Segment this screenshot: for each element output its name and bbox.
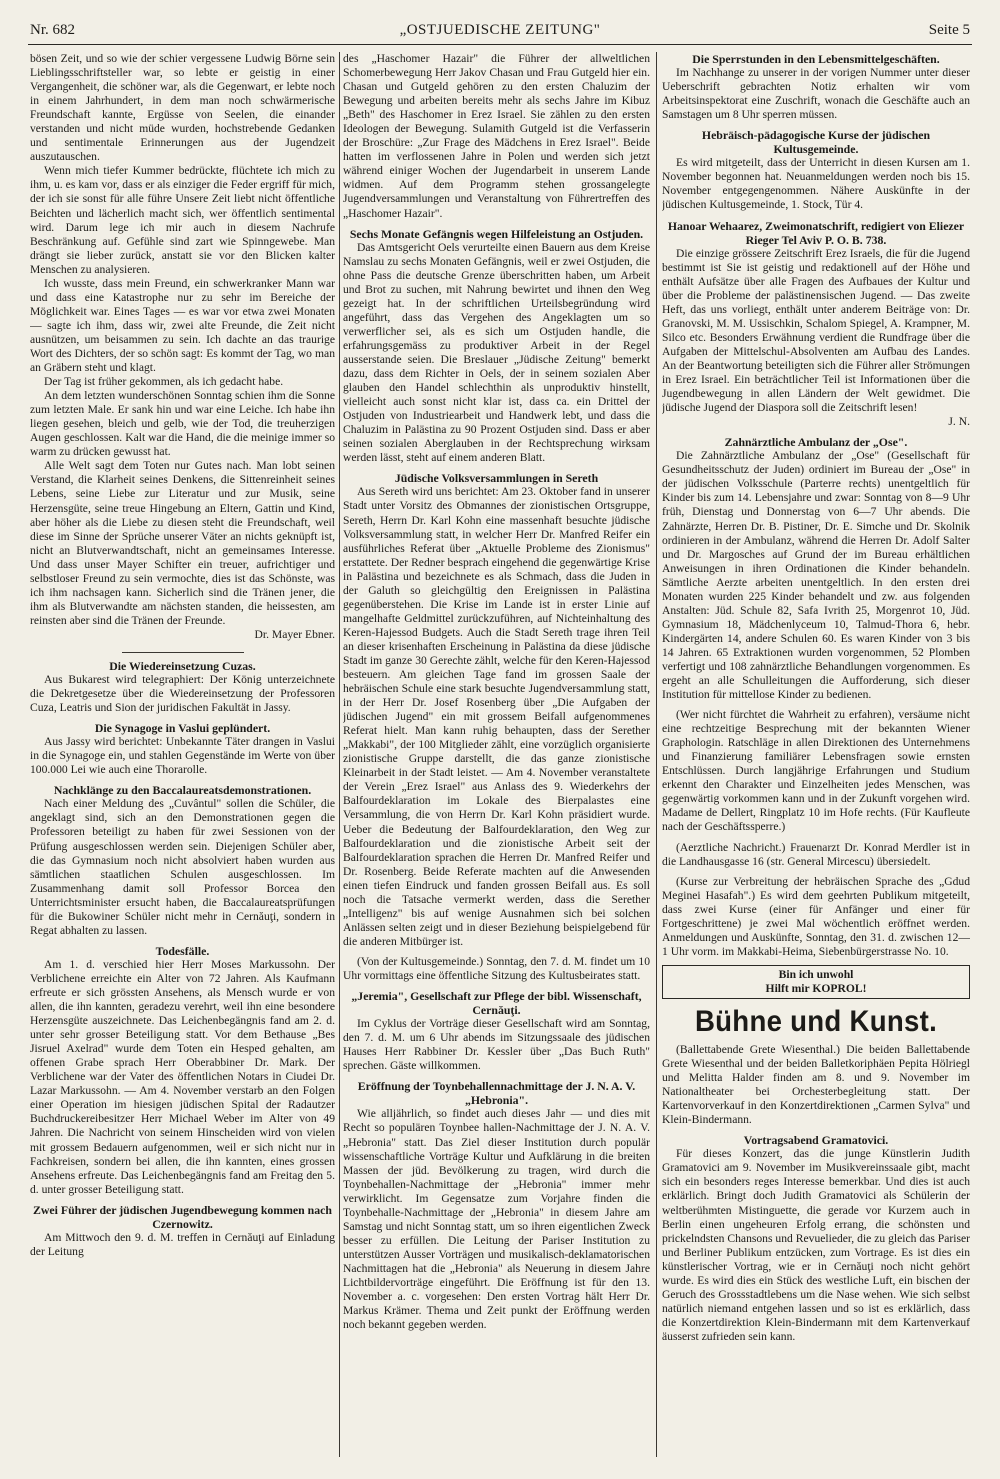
article-headline: Vortragsabend Gramatovici.: [743, 1133, 889, 1148]
article-headline: Eröffnung der Toynbehallennachmittage der J. N. A. V. „Hebronia".: [357, 1079, 636, 1108]
advertisement-line: Hilft mir KOPROL!: [765, 981, 867, 995]
column-divider: [656, 52, 657, 1457]
newspaper-title: „OSTJUEDISCHE ZEITUNG": [399, 22, 601, 38]
column-1: [30, 52, 335, 1472]
page-label: Seite 5: [928, 22, 970, 38]
article-body: Die einzige grössere Zeitschrift Erez Israels, die für die Jugend bestimmt ist Sie ist geistig und redaktionell auf der Höhe und enthält Aufsätze über alle Fragen des Aufbaues der Kultur und über die Probleme der palästinensischen Jugend. — Das zweite Heft, das uns vorliegt, enthält unter anderem Beiträge von: Dr. Granovski, M. M. Ussischkin, Schalom Spiegel, A. Krampner, M. Silco etc. Besonders Erwähnung verdient die Rundfrage über die Aufgaben der Mittelschul-Absolventen am Aufbau des Landes. An der Beantwortung beteiligten sich die Führer aller Strömungen in Erez Israel. Ein beträchtlicher Teil ist Informationen über die Jugendbewegung in allen Ländern der Welt gewidmet. Die jüdische Jugend der Diaspora soll die Zeitschrift lesen!: [662, 246, 970, 415]
obituary-paragraph: Wenn mich tiefer Kummer bedrückte, flüchtete ich mich zu ihm, u. es kam vor, dass er als einziger die Feder ergriff für mich, der ich sie sonst für alle führe Unsere Zeit liebt nicht öffentliche Beichten und lächerlich macht sich, wer öffentlich sentimental wird. Darum lege ich mir auch in diesem Nachrufe Beschränkung auf. Gefühle sind zart wie Spinngewebe. Man drängt sie lieber zurück, anstatt sie vor den Blicken kalter Menschen zu analysieren.: [30, 164, 335, 276]
koprol-advertisement: [662, 965, 970, 999]
obituary-paragraph: Alle Welt sagt dem Toten nur Gutes nach. Man lobt seinen Verstand, die Klarheit seines Denkens, die Sittenreinheit seines Lebens, seine Liebe zur Literatur und zur Musik, seine Herzensgüte, seine treue Hingebung an Eltern, Gattin und Kind, aber höher als die Liebe zu diesen steht die Freundschaft, weil diese im Sinne der Sprüche unserer Väter an nichts geknüpft ist, nicht an Blutverwandtschaft, nicht an gemeinsames Interesse. Und dass unser Mayer Schifter ein treuer, aufrichtiger und selbstloser Freund zu sein vermochte, dies ist das Schönste, was ich ihm nachsagen kann. Sicherlich sind die Tränen jener, die ihm als Blutverwandte am nächsten standen, die heissesten, am reinsten aber sind die Tränen der Freunde.: [30, 459, 335, 627]
article-body: (Kurse zur Verbreitung der hebräischen Sprache des „Gdud Meginei Hasafah".) Es wird dem geehrten Publikum mitgeteilt, dass zwei Kurse (einer für Anfänger und einer für Fortgeschrittene) je zwei Mal wöchentlich eröffnet werden. Anmeldungen und Auskünfte, Sonntag, den 31. d. zwischen 12—1 Uhr vorm. im Makkabi-Heima, Siebenbürgerstrasse No. 10.: [662, 874, 970, 958]
article-body: (Ballettabende Grete Wiesenthal.) Die beiden Ballettabende Grete Wiesenthal und der beiden Balletkoriphäen Pepita Hölriegl und Melitta Halder finden am 8. und 9. November im Nationaltheater bei Orchesterbegleitung statt. Der Kartenvorverkauf in den Konzertdirektionen „Carmen Sylva" und Klein-Bindermann.: [662, 1043, 970, 1127]
article-headline: Nachklänge zu den Baccalaureatsdemonstrationen.: [53, 783, 312, 798]
article-headline: Zahnärztliche Ambulanz der „Ose".: [724, 435, 908, 450]
article-body: Am 1. d. verschied hier Herr Moses Markussohn. Der Verblichene erreichte ein Alter von 72 Jahren. Als Kaufmann erfreute er sich grössten Ansehens, als Mensch wurde er von allen, die ihn kannten, geradezu verehrt, weil ihn eine besondere Herzensgüte auszeichnete. Das Leichenbegängnis fand am 2. d. unter sehr grosser Beteiligung statt. Vor dem Bethause „Bes Jisruel Axelrad" wurde dem Toten ein Hesped gehalten, am offenen Grabe sprach Herr Oberabbiner Dr. Mark. Der Verblichene war der Vater des öffentlichen Notars in Ciudei Dr. Lazar Markussohn. — Am 4. November verstarb an den Folgen einer Operation im hiesigen jüdischen Spital der Radautzer Buchdruckereibesitzer Herr Michael Weber im Alter von 49 Jahren. Die Nachricht von seinem Hinscheiden wird von vielen mit grossem Bedauern aufgenommen, weil er sich nicht nur in Fachkreisen, sondern bei allen, die ihn kannten, eines grossen Ansehens erfreute. Das Leichenbegängnis fand am Freitag den 5. d. unter grosser Beteiligung statt.: [30, 957, 335, 1196]
article-body: des „Haschomer Hazair" die Führer der allweltlichen Schomerbewegung Herr Jakov Chasan und Frau Gutgeld hier ein. Chasan und Gutgeld gehören zu den ersten Chaluzim der Bewegung und arbeiten bereits mehr als sechs Jahre im Kibuz „Beth" des Haschomer in Erez Israel. Sie zählen zu den ersten Ideologen der Bewegung. Sulamith Gutgeld ist die Verfasserin der Broschüre: „Zur Frage des Mädchens in Erez Israel". Beide hatten im verflossenen Jahre in Polen und werden sich jetzt während einiger Wochen der Jugendarbeit in unserem Lande widmen. Auf dem Programm stehen grossangelegte Jugendversammlungen und Veranstaltung von Führertreffen des „Haschomer Hazair".: [343, 52, 650, 220]
article-body: Aus Sereth wird uns berichtet: Am 23. Oktober fand in unserer Stadt unter Vorsitz des Obmannes der zionistischen Ortsgruppe, Sereth, Herrn Dr. Karl Kohn eine massenhaft besuchte jüdische Volksversammlung statt, in welcher Herr Dr. Manfred Reifer ein ausführliches Referat über „Aktuelle Probleme des Zionismus" erstattete. Der Redner besprach eingehend die gegenwärtige Krise in Palästina und bezeichnete es als Schmach, dass die Juden in der Galuth so gleichgültig den Ereignissen in Palästina gegenüberstehen. Die Krise im Lande ist in erster Linie auf mangelhafte Geldmittel zurückzuführen, auf Nichteinhaltung des Keren-Hajessod Budgets. Auch die Stadt Sereth trage ihren Teil an dieser krisenhaften Erscheinung in Palästina da diese jüdische Stadt im ganze 30 Gerechte zählt, welche für den Keren-Hajessod besteuern. Am gleichen Tage fand im grossen Saale der hebräischen Schule eine stark besuchte Jugendversammlung statt, in der Herr Dr. Josef Rosenberg über „Die Aufgaben der jüdischen Jugend" ein mit grossem Beifall aufgenommenes Referat hielt. Man kann ruhig behaupten, dass der Serether „Makkabi", der 100 Mitglieder zählt, eine vorzüglich organisierte zionistische Gruppe darstellt, die das ganze zionistische Kleinarbeit in der Stadt leistet. — Am 4. November veranstaltete der Verein „Erez Israel" aus Anlass des 9. Wiederkehrs der Balfourdeklaration im Lokale des Bierpalastes eine Versammlung, die von Herrn Dr. Karl Kohn präsidiert wurde. Ueber die Bedeutung der Balfourdeklaration, den Weg zur Balfourdeklaration und die zionistische Arbeit seit der Balfourdeklaration sprachen die Herren Dr. Manfred Reifer und Dr. Rosenberg. Beide Referate machten auf die Anwesenden einen tiefen Eindruck und fanden grossen Beifall aus. Es soll noch die Tatsache vermerkt werden, dass die Serether „Intelligenz" bis auf wenige Ausnahmen sich bei solchen Anlässen selten zeigt und in dieser Beziehung beispielgebend für die anderen Mitbürger ist.: [343, 485, 650, 948]
article-body: (Aerztliche Nachricht.) Frauenarzt Dr. Konrad Merdler ist in die Landhausgasse 16 (str. General Mircescu) übersiedelt.: [662, 840, 970, 868]
article-headline: Sechs Monate Gefängnis wegen Hilfeleistung an Ostjuden.: [349, 226, 644, 241]
article-headline: Die Sperrstunden in den Lebensmittelgeschäften.: [692, 52, 940, 66]
article-headline: Jüdische Volksversammlungen in Sereth: [394, 471, 599, 486]
article-headline: Hanoar Wehaarez, Zweimonatschrift, redigiert von Eliezer Rieger Tel Aviv P. O. B. 738.: [667, 218, 965, 247]
article-body: Die Zahnärztliche Ambulanz der „Ose" (Gesellschaft für Gesundheitsschutz der Juden) ordiniert im Bureau der „Ose" in der jüdischen Volksschule (Parterre rechts) unentgeltlich für Kinder bis zum 14. Lebensjahre und zwar: Sonntag von 8—9 Uhr früh, Dienstag und Donnerstag von 6—7 Uhr abends. Die Zahnärzte, Herren Dr. B. Pistiner, Dr. E. Simche und Dr. Skolnik ordinieren in der Ambulanz, während die Herren Dr. Adolf Salter und Dr. Margosches auf Grund der im Bureau erhältlichen Anweisungen in ihren Ordinationen die Kinder behandeln. Sämtliche Aerzte arbeiten unentgeltlich. In den ersten drei Monaten wurden 225 Kinder behandelt und zw. aus folgenden Anstalten: Jüd. Schule 82, Safa Ivrith 25, Morgenrot 10, Jüd. Gymnasium 18, Mädchenlyceum 10, Talmud-Thora 6, hebr. Kindergärten 14, andere Schulen 60. Es waren Kinder von 3 bis 14 Jahren. 65 Extraktionen wurden vorgenommen, 52 Plomben verfertigt und 108 zahnärztliche Behandlungen vorgenommen. Es ergeht an alle Schulleitungen die Aufforderung, sich dieser Institution für mittellose Kinder zu bedienen.: [662, 449, 970, 702]
page-header: [30, 22, 970, 44]
article-headline: Zwei Führer der jüdischen Jugendbewegung kommen nach Czernowitz.: [33, 1202, 332, 1231]
article-headline: Die Synagoge in Vaslui geplündert.: [94, 721, 271, 736]
article-headline: Todesfälle.: [155, 943, 210, 958]
article-body: Es wird mitgeteilt, dass der Unterricht in diesen Kursen am 1. November begonnen hat. Neuanmeldungen werden noch bis 15. November entgegengenommen. Nähere Auskünfte in der jüdischen Kultusgemeinde, 1. Stock, Tür 4.: [662, 156, 970, 212]
article-body: Aus Jassy wird berichtet: Unbekannte Täter drangen in Vaslui in die Synagoge ein, und stahlen Gegenstände im Werte von über 100.000 Lei wie auch eine Thorarolle.: [30, 735, 335, 777]
obituary-paragraph: An dem letzten wunderschönen Sonntag schien ihm die Sonne zum letzten Male. Er sank hin und war eine Leiche. Ich habe ihn liegen gesehen, bleich und gelb, wie der Tod, die treuherzigen Augen geschlossen. Kalt war die Hand, die die meinige immer so warm zu drücken gewusst hat.: [30, 389, 335, 459]
article-headline: Die Wiedereinsetzung Cuzas.: [109, 658, 256, 673]
article-body: Für dieses Konzert, das die junge Künstlerin Judith Gramatovici am 9. November im Musikvereinssaale gibt, macht sich ein besonders reges Interesse bemerkbar. Und dies ist auch erklärlich. Bringt doch Judith Gramatovici als Schülerin der weltberühmten Mistinguette, die gerade vor Kurzem auch in Berlin einen ungeheuren Erfolg errang, die schönsten und prickelndsten Chansons und Revuelieder, die zu gleich das Pariser und Berliner Publikum entzücken, zum Vortrage. Es ist dies ein künstlerischer Vortrag, wie er in Cernăuţi noch nicht gehört wurde. Es wird dies ein Stück des westliche Luft, ein bischen der Geruch des Grossstadtlebens um die Nase wehen. Wie sich selbst natürlich niemand entgehen lassen und so ist es erklärlich, dass die Konzertdirektion Klein-Bindermann mit dem Kartenverkauf äusserst zufrieden sein kann.: [662, 1147, 970, 1343]
column-3: [662, 52, 970, 1472]
article-body: Das Amtsgericht Oels verurteilte einen Bauern aus dem Kreise Namslau zu sechs Monaten Gefängnis, weil er zwei Ostjuden, die ohne Pass die deutsche Grenze überschritten haben, um Arbeit und Brot zu suchen, mit Nahrung bewirtet und ihnen den Weg gezeigt hat. In der schriftlichen Urteilsbegründung wird angeführt, dass das Vergehen des Angeklagten um so verwerflicher sei, als es sich um Ostjuden handle, die erfahrungsgemäss zu produktiver Arbeit in der Regel ausserstande seien. Die Breslauer „Jüdische Zeitung" bemerkt dazu, dass dem Richter in Oels, der in seinem sozialen Aber glauben den Handel schlechthin als unproduktiv hinstellt, vielleicht auch sonst nicht klar ist, dass ca. ein Drittel der Ostjuden von Industriearbeit und Handwerk lebt, und dass die Chaluzim in Palästina zu 90 Prozent Ostjuden sind. Dass er aber seinen sozialen Aberglauben in der Rechtsprechung wirksam werden lässt, steht auf einem anderen Blatt.: [343, 240, 650, 465]
article-body: Im Cyklus der Vorträge dieser Gesellschaft wird am Sonntag, den 7. d. M. um 6 Uhr abends im Sitzungssaale des jüdischen Hauses Herr Rabbiner Dr. Kessler über „Das Buch Ruth" sprechen. Gäste willkommen.: [343, 1017, 650, 1073]
article-body: Wie alljährlich, so findet auch dieses Jahr — und dies mit Recht so populären Toynbee hallen-Nachmittage der J. N. A. V. „Hebronia" statt. Das Ziel dieser Institution durch populär wissenschaftliche Vorträge Kultur und Aufklärung in die breiten Massen der jüd. Bevölkerung zu tragen, wird durch die Toynbehallen-Nachmittage der „Hebronia" immer mehr verwirklicht. Im Gegensatze zum Vorjahre finden die Toynbehalle-Nachmittage der „Hebronia" in diesem Jahre am Samstag und nicht Sonntag statt, um so ihren eigentlichen Zweck besser zu erfüllen. Die Leitung der Pariser Institution zu unterstützen Ausser Vorträgen und musikalisch-deklamatorischen Nachmittagen hat die „Hebronia" als Neuerung in diesem Jahre Lichtbildervorträge eingeführt. Die Eröffnung ist für den 13. November a. c. vorgesehen: Den ersten Vortrag hält Herr Dr. Markus Krämer. Thema und Zeit punkt der Eröffnung werden noch bekannt gegeben werden.: [343, 1107, 650, 1332]
article-body: Nach einer Meldung des „Cuvântul" sollen die Schüler, die angeklagt sind, sich an den Demonstrationen gegen die Professoren beteiligt zu haben für zwei Sessionen von der Prüfung ausgeschlossen werden sein. Diejenigen Schüler aber, die das Gymnasium noch nicht absolviert haben wurden aus sämtlichen staatlichen Schulen ausgeschlossen. Im Zusammenhang damit soll Professor Borcea den Unterrichtsminister ersucht haben, die Baccalaureatsprüfungen für die Bukowiner Schüler nicht mehr in Cernăuţi, sondern in Regat abhalten zu lassen.: [30, 797, 335, 937]
article-body: (Wer nicht fürchtet die Wahrheit zu erfahren), versäume nicht eine rechtzeitige Besprechung mit der bekannten Wiener Graphologin. Ratschläge in allen Direktionen des Unternehmens und Finanzierung familiärer Lebensfragen sowie ernsten Entschlüssen. Durch langjährige Erfahrungen und Studium erkennt den Charakter und Einzelheiten jedes Menschen, was gegenwärtig vorkommen kann und in der Zukunft vorgehen wird. Madame de Dellert, Ringplatz 10 im Hofe rechts. (Für Kaufleute nach der Geschäftssperre.): [662, 708, 970, 834]
header-rule: [28, 44, 972, 45]
column-2: [343, 52, 650, 1472]
article-headline: „Jeremia", Gesellschaft zur Pflege der bibl. Wissenschaft, Cernăuţi.: [351, 989, 642, 1018]
obituary-paragraph: Der Tag ist früher gekommen, als ich gedacht habe.: [44, 375, 284, 389]
obituary-signature: Dr. Mayer Ebner.: [254, 627, 335, 641]
page-number: Nr. 682: [30, 22, 75, 38]
article-divider: [122, 652, 244, 653]
article-headline: Hebräisch-pädagogische Kurse der jüdischen Kultusgemeinde.: [701, 128, 931, 157]
article-body: Im Nachhange zu unserer in der vorigen Nummer unter dieser Ueberschrift gebrachten Notiz erhalten wir vom Arbeitsinspektorat eine Zuschrift, wonach die Geschäfte auch an Samstagen um 8 Uhr sperren müssen.: [662, 66, 970, 122]
article-signature: J. N.: [948, 415, 970, 429]
column-divider: [339, 52, 340, 1457]
obituary-paragraph: bösen Zeit, und so wie der schier vergessene Ludwig Börne sein Lieblingsschriftsteller war, so lebte er geistig in einer Vergangenheit, die schöner war, als die Gegenwart, er lebte noch in einem Jahrhundert, in dem man noch schwärmerische Freundschaft kannte, Ergüsse von Seelen, die einander verstanden und nicht müde wurden, hochstrebende Gedanken und sentimentale Erinnerungen aus der Jugendzeit auszutauschen.: [30, 52, 335, 164]
article-body: Aus Bukarest wird telegraphiert: Der König unterzeichnete die Dekretgesetze über die Wiedereinsetzung der Professoren Cuza, Leatris und Sion der juridischen Fakultät in Jassy.: [30, 673, 335, 715]
article-body: (Von der Kultusgemeinde.) Sonntag, den 7. d. M. findet um 10 Uhr vormittags eine öffentliche Sitzung des Kultusbeirates statt.: [343, 954, 650, 982]
article-body: Am Mittwoch den 9. d. M. treffen in Cernăuţi auf Einladung der Leitung: [30, 1230, 335, 1258]
obituary-paragraph: Ich wusste, dass mein Freund, ein schwerkranker Mann war und dass eine Katastrophe nur zu sehr im Bereiche der Möglichkeit war. Eines Tages — es war vor etwa zwei Monaten — sagte ich ihm, dass wir, zwei alte Freunde, die Zeit nicht ausnützen, um beisammen zu sein. Ich dachte an das traurige Wort des Dichters, der so schön sagt: Es kommt der Tag, wo man an Gräbern steht und klagt.: [30, 276, 335, 375]
section-title: Bühne und Kunst.: [694, 1005, 938, 1038]
advertisement-line: Bin ich unwohl: [778, 967, 854, 981]
